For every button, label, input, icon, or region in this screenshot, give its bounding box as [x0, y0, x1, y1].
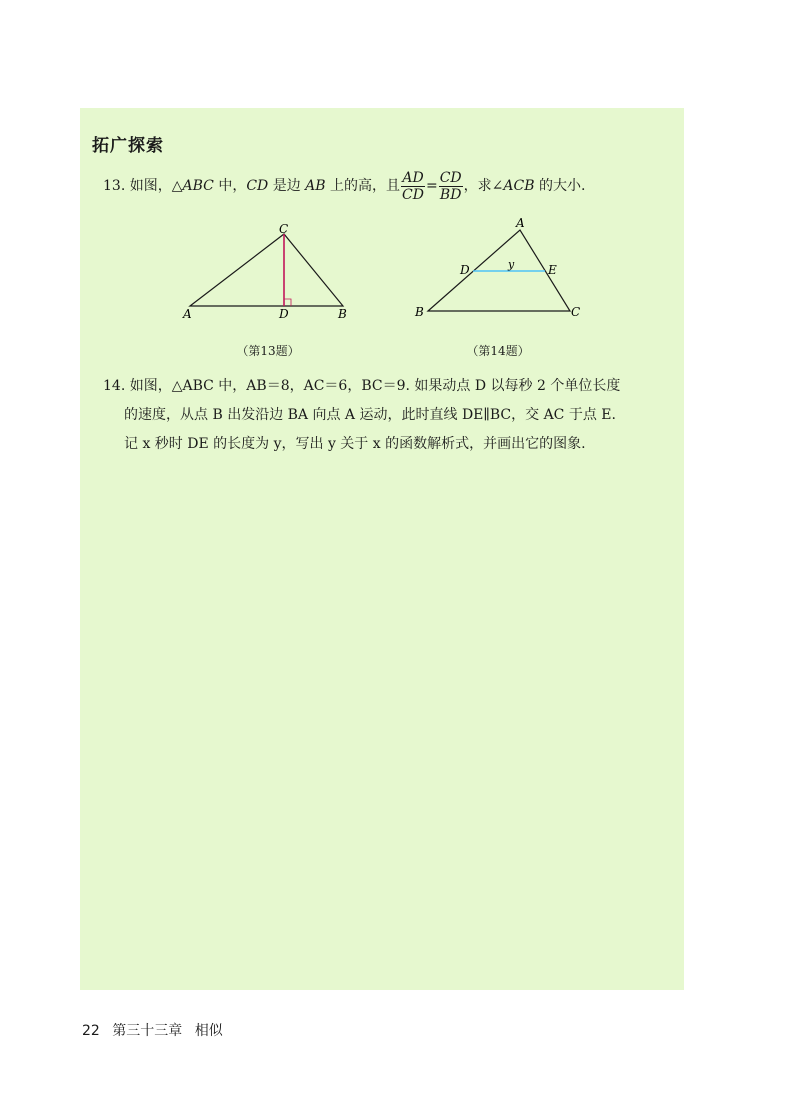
triangle-name: ABC	[182, 178, 214, 194]
problem-13-text: ，求∠	[463, 178, 504, 194]
segment-ab: AB	[305, 178, 326, 194]
label-d: D	[460, 263, 470, 277]
figure-14-diagram	[410, 216, 590, 324]
label-a: A	[516, 216, 525, 230]
problem-14-number: 14.	[103, 378, 126, 394]
fraction-denominator: BD	[439, 186, 462, 203]
right-angle-mark	[284, 299, 291, 306]
figure-13-diagram	[178, 220, 358, 325]
triangle-abc	[190, 234, 343, 306]
problem-13-number: 13.	[103, 178, 126, 194]
problem-13	[103, 168, 663, 204]
chapter-title: 相似	[194, 1023, 223, 1039]
fraction-numerator: CD	[439, 169, 462, 186]
label-b: B	[338, 307, 347, 321]
equals-sign: =	[425, 178, 438, 194]
label-y: y	[508, 258, 515, 271]
chapter-number: 第三十三章	[112, 1023, 183, 1039]
label-d: D	[279, 307, 289, 321]
page-footer	[82, 1020, 231, 1040]
problem-13-text: 的大小.	[534, 178, 586, 194]
fraction-cd-bd	[439, 170, 463, 203]
fraction-ad-cd	[401, 170, 425, 203]
angle-acb: ACB	[503, 178, 535, 194]
segment-cd: CD	[246, 178, 269, 194]
figure-13	[178, 220, 358, 325]
problem-13-text: 如图，△	[129, 178, 183, 194]
section-title: 拓广探索	[92, 136, 164, 156]
problem-14-text: 如图，△ABC 中，AB＝8，AC＝6，BC＝9. 如果动点 D 以每秒 2 个单位长度	[129, 378, 621, 394]
label-e: E	[548, 263, 557, 277]
figure-14	[410, 216, 590, 324]
problem-14	[103, 372, 663, 459]
label-c: C	[279, 222, 289, 236]
figure-13-caption: （第13题）	[236, 344, 300, 358]
label-c: C	[571, 305, 581, 319]
problem-13-text: 是边	[268, 178, 306, 194]
fraction-denominator: CD	[402, 186, 424, 203]
label-a: A	[183, 307, 192, 321]
problem-13-text: 中，	[213, 178, 247, 194]
page-number: 22	[82, 1023, 100, 1039]
fraction-numerator: AD	[402, 169, 424, 186]
problem-14-line-2: 的速度，从点 B 出发沿边 BA 向点 A 运动，此时直线 DE∥BC，交 AC 于点 E.	[124, 407, 616, 423]
problem-14-line-3: 记 x 秒时 DE 的长度为 y，写出 y 关于 x 的函数解析式，并画出它的图象.	[124, 436, 586, 452]
exercise-panel	[80, 108, 684, 990]
problem-14-line-1	[103, 372, 663, 401]
label-b: B	[415, 305, 424, 319]
problem-13-text: 上的高，且	[325, 178, 401, 194]
figure-14-caption: （第14题）	[466, 344, 530, 358]
